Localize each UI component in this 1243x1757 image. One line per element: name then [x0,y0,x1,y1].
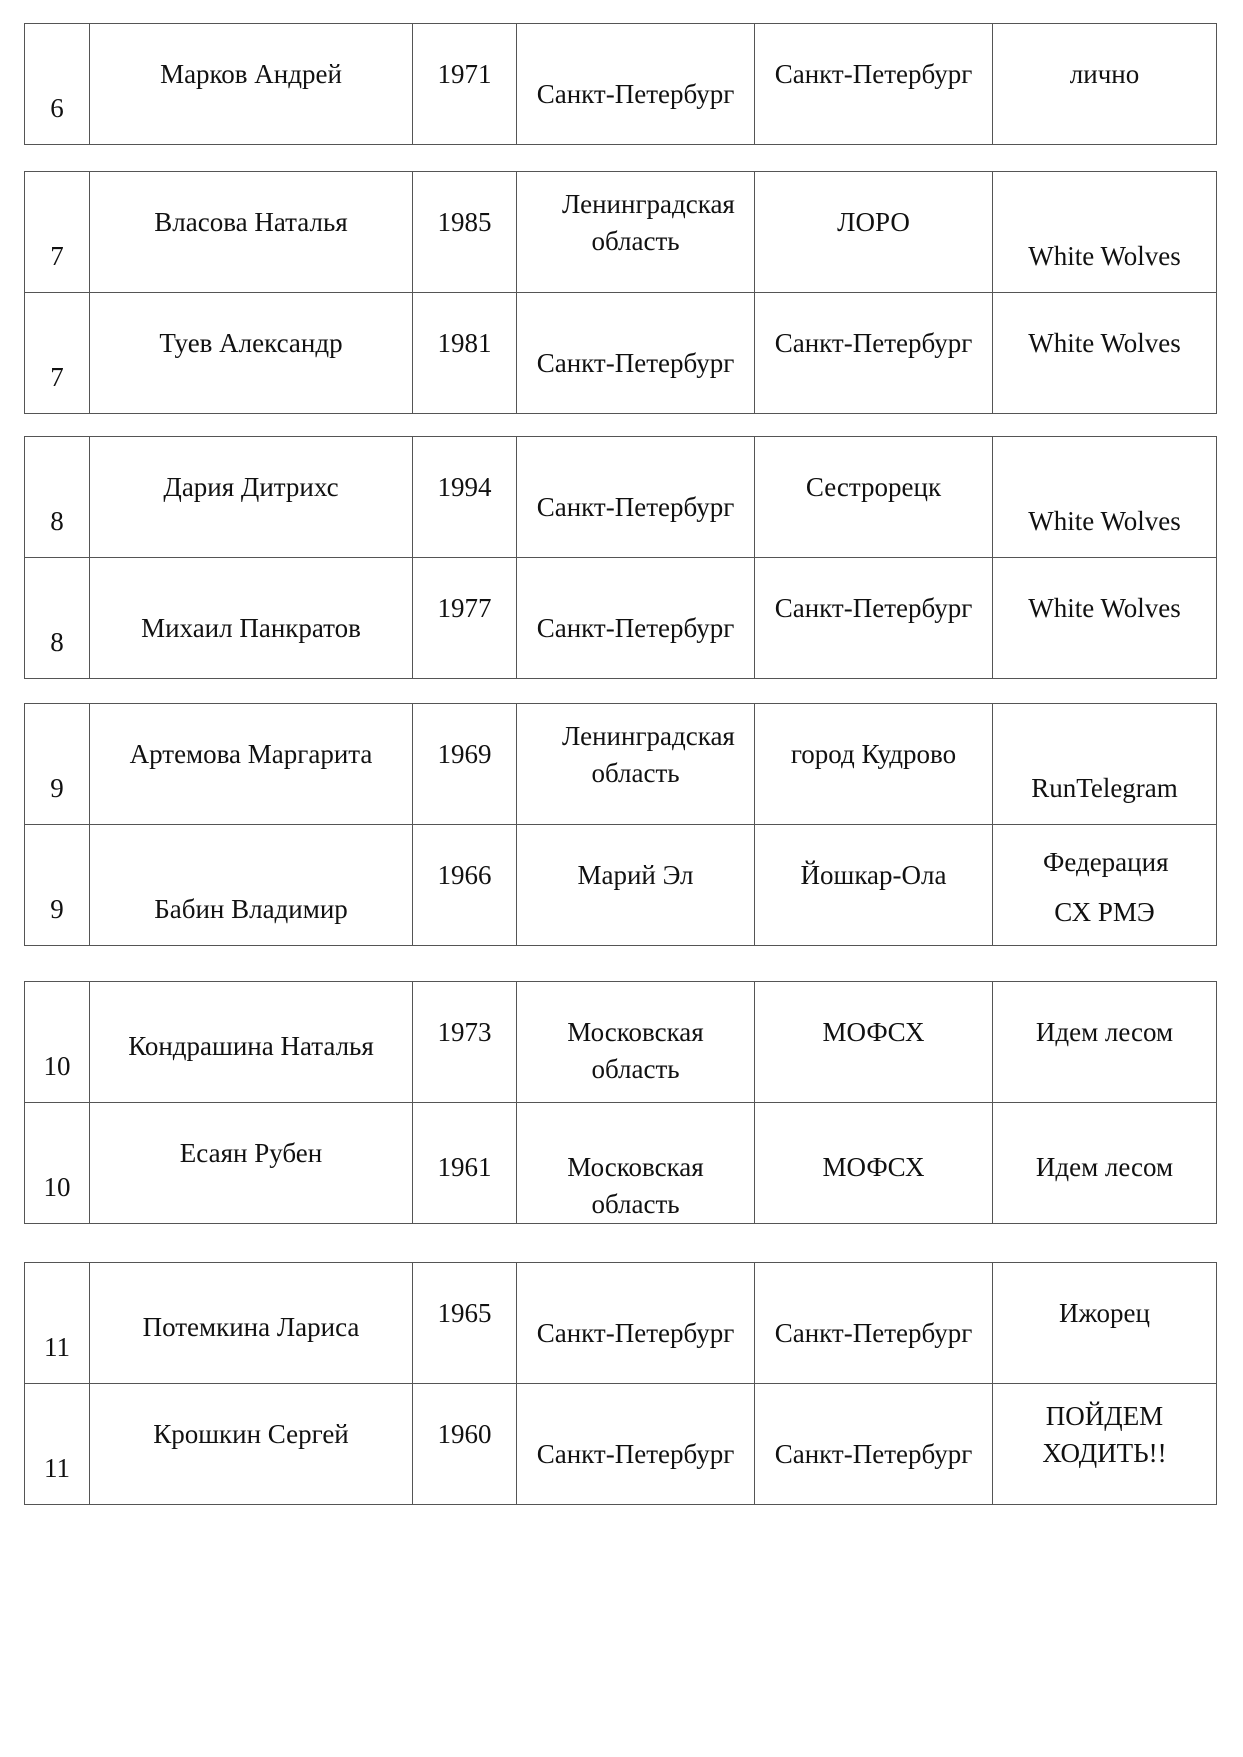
start-number: 10 [43,1051,71,1081]
team: Идем лесом [1035,1152,1174,1182]
city: город Кудрово [790,739,957,769]
start-number: 9 [50,773,64,803]
birth-year: 1985 [437,207,492,237]
birth-year: 1966 [437,860,492,890]
start-number: 7 [50,362,64,392]
birth-year: 1994 [437,472,492,502]
start-number: 8 [50,506,64,536]
start-number: 9 [50,894,64,924]
birth-year: 1969 [437,739,492,769]
table-row [25,704,1217,825]
participants-group-8 [24,436,1217,679]
region: Санкт-Петербург [536,79,735,109]
city: Санкт-Петербург [774,1439,973,1469]
participants-group-6 [24,23,1217,145]
team: RunTelegram [1031,773,1178,803]
table-row [25,24,1217,145]
region: Санкт-Петербург [536,348,735,378]
table-row [25,558,1217,679]
participant-name: Артемова Маргарита [129,739,373,769]
region: Санкт-Петербург [536,492,735,522]
city: Санкт-Петербург [774,328,973,358]
participant-name: Крошкин Сергей [153,1419,349,1449]
birth-year: 1960 [437,1419,492,1449]
table-row [25,982,1217,1103]
region: Санкт-Петербург [536,613,735,643]
region: Московская область [567,1017,704,1084]
birth-year: 1971 [437,59,492,89]
city: Йошкар-Ола [800,860,947,890]
city: Санкт-Петербург [774,59,973,89]
city: ЛОРО [837,207,910,237]
region: Марий Эл [577,860,694,890]
start-number: 7 [50,241,64,271]
participant-name: Марков Андрей [160,59,342,89]
birth-year: 1961 [437,1152,492,1182]
table-row [25,437,1217,558]
participant-name: Кондрашина Наталья [128,1031,374,1061]
team: Федерация СХ РМЭ [1043,847,1169,927]
city: МОФСХ [822,1152,925,1182]
birth-year: 1965 [437,1298,492,1328]
birth-year: 1973 [437,1017,492,1047]
city: Санкт-Петербург [774,593,973,623]
table-row [25,1263,1217,1384]
start-number: 11 [44,1332,70,1362]
participant-name: Бабин Владимир [154,894,348,924]
start-number: 6 [50,93,64,123]
participant-name: Туев Александр [159,328,343,358]
team: Ижорец [1059,1298,1150,1328]
team: White Wolves [1028,506,1181,536]
start-number: 8 [50,627,64,657]
table-row [25,1103,1217,1224]
region: Московская область [567,1152,704,1219]
participant-name: Михаил Панкратов [141,613,361,643]
region: Ленинградская область [562,189,735,256]
start-number: 10 [43,1172,71,1202]
team: White Wolves [1028,593,1181,623]
birth-year: 1977 [437,593,492,623]
table-row [25,825,1217,946]
city: МОФСХ [822,1017,925,1047]
participant-name: Потемкина Лариса [142,1312,360,1342]
region: Санкт-Петербург [536,1318,735,1348]
region: Ленинградская область [562,721,735,788]
team: лично [1069,59,1140,89]
region: Санкт-Петербург [536,1439,735,1469]
team: White Wolves [1028,241,1181,271]
participants-group-9 [24,703,1217,946]
table-row [25,172,1217,293]
table-row [25,1384,1217,1505]
participants-group-7 [24,171,1217,414]
participants-group-10 [24,981,1217,1224]
team: Идем лесом [1035,1017,1174,1047]
participant-name: Есаян Рубен [179,1138,323,1168]
team: ПОЙДЕМ ХОДИТЬ!! [1042,1401,1167,1468]
city: Санкт-Петербург [774,1318,973,1348]
table-row [25,293,1217,414]
city: Сестрорецк [805,472,942,502]
birth-year: 1981 [437,328,492,358]
start-number: 11 [44,1453,70,1483]
team: White Wolves [1028,328,1181,358]
participant-name: Власова Наталья [154,207,348,237]
participant-name: Дария Дитрихс [163,472,339,502]
participants-group-11 [24,1262,1217,1505]
